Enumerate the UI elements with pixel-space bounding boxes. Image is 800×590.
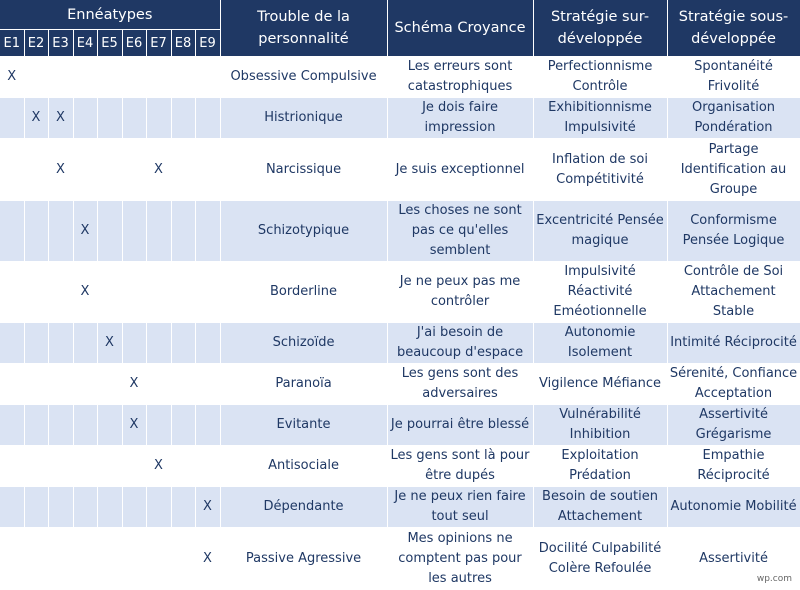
table-row (0, 139, 800, 201)
enneatype-4-header: E4 (73, 30, 97, 57)
enneatype-mark-cell (73, 323, 97, 364)
enneatype-mark-cell (24, 364, 48, 405)
enneatype-6-header: E6 (122, 30, 146, 57)
enneatype-5-header: E5 (97, 30, 122, 57)
enneatype-mark-cell (73, 139, 97, 201)
schema-cell: Mes opinions ne comptent pas pour les autres (387, 528, 533, 590)
enneatype-mark-cell (171, 446, 195, 487)
enneatype-mark-cell (97, 364, 122, 405)
enneatype-mark-cell (0, 262, 24, 323)
enneatype-mark-cell (0, 528, 24, 590)
enneatype-mark-cell (195, 139, 220, 201)
enneatype-3-header: E3 (48, 30, 73, 57)
table-row (0, 57, 800, 98)
enneatype-mark-cell (24, 139, 48, 201)
sur-strategy-cell: Vulnérabilité Inhibition (533, 405, 667, 446)
sur-strategy-cell: Docilité Culpabilité Colère Refoulée (533, 528, 667, 590)
trouble-cell: Schizoïde (220, 323, 387, 364)
sous-strategy-cell: Spontanéité Frivolité (667, 57, 800, 98)
enneatype-mark-cell (73, 446, 97, 487)
schema-cell: Je pourrai être blessé (387, 405, 533, 446)
sur-strategy-cell: Besoin de soutien Attachement (533, 487, 667, 528)
trouble-cell: Obsessive Compulsive (220, 57, 387, 98)
enneatype-mark-cell (195, 405, 220, 446)
sur-strategy-cell: Inflation de soi Compétitivité (533, 139, 667, 201)
schema-cell: J'ai besoin de beaucoup d'espace (387, 323, 533, 364)
sur-strategy-cell: Perfectionnisme Contrôle (533, 57, 667, 98)
enneatype-mark-cell (146, 57, 171, 98)
enneatype-mark-cell (0, 201, 24, 262)
enneatype-mark-cell: X (0, 57, 24, 98)
enneatype-mark-cell (195, 98, 220, 139)
sous-strategy-cell: Conformisme Pensée Logique (667, 201, 800, 262)
enneatype-mark-cell (97, 528, 122, 590)
schema-cell: Les gens sont des adversaires (387, 364, 533, 405)
table-row (0, 446, 800, 487)
enneatype-mark-cell (48, 446, 73, 487)
enneatype-mark-cell: X (146, 446, 171, 487)
enneatype-mark-cell (171, 487, 195, 528)
enneatype-mark-cell (195, 364, 220, 405)
enneatype-7-header: E7 (146, 30, 171, 57)
enneatype-mark-cell (24, 528, 48, 590)
enneatype-mark-cell (73, 487, 97, 528)
enneatype-mark-cell (171, 57, 195, 98)
enneatype-mark-cell (171, 364, 195, 405)
schema-cell: Les choses ne sont pas ce qu'elles semblent (387, 201, 533, 262)
enneatype-mark-cell (48, 57, 73, 98)
enneatype-mark-cell: X (48, 98, 73, 139)
table-row (0, 405, 800, 446)
sous-strategy-cell: Assertivité (667, 528, 800, 590)
sous-header: Stratégie sous-développée (667, 0, 800, 57)
enneatype-mark-cell (171, 405, 195, 446)
schema-cell: Je ne peux pas me contrôler (387, 262, 533, 323)
enneatype-mark-cell (48, 262, 73, 323)
sous-strategy-cell: Assertivité Grégarisme (667, 405, 800, 446)
sur-header: Stratégie sur-développée (533, 0, 667, 57)
sous-strategy-cell: Intimité Réciprocité (667, 323, 800, 364)
enneatype-mark-cell (97, 262, 122, 323)
trouble-cell: Histrionique (220, 98, 387, 139)
enneatype-mark-cell: X (146, 139, 171, 201)
trouble-cell: Antisociale (220, 446, 387, 487)
enneatype-mark-cell (97, 446, 122, 487)
enneatype-mark-cell (97, 98, 122, 139)
enneatype-mark-cell (171, 201, 195, 262)
enneatype-mark-cell (171, 528, 195, 590)
enneatype-mark-cell (97, 405, 122, 446)
enneatype-mark-cell (0, 487, 24, 528)
enneatype-2-header: E2 (24, 30, 48, 57)
table-row (0, 323, 800, 364)
enneatype-mark-cell (48, 405, 73, 446)
sur-strategy-cell: Impulsivité Réactivité Eméotionnelle (533, 262, 667, 323)
enneatype-mark-cell (24, 446, 48, 487)
schema-cell: Je dois faire impression (387, 98, 533, 139)
enneatype-mark-cell (171, 323, 195, 364)
table-body (0, 57, 800, 590)
enneatype-mark-cell (195, 446, 220, 487)
enneatype-mark-cell (24, 262, 48, 323)
enneatype-mark-cell: X (73, 262, 97, 323)
enneatype-mark-cell (0, 139, 24, 201)
enneatype-mark-cell (122, 262, 146, 323)
enneatype-mark-cell (122, 57, 146, 98)
enneatype-mark-cell (122, 487, 146, 528)
enneatype-mark-cell (0, 405, 24, 446)
enneatype-mark-cell: X (122, 405, 146, 446)
trouble-cell: Evitante (220, 405, 387, 446)
enneatype-mark-cell (0, 364, 24, 405)
enneatype-mark-cell (48, 201, 73, 262)
enneatype-mark-cell (195, 323, 220, 364)
enneatype-mark-cell (97, 201, 122, 262)
sur-strategy-cell: Exploitation Prédation (533, 446, 667, 487)
enneatype-mark-cell: X (97, 323, 122, 364)
enneatype-mark-cell (195, 201, 220, 262)
sur-strategy-cell: Excentricité Pensée magique (533, 201, 667, 262)
enneatype-mark-cell: X (195, 487, 220, 528)
enneatype-mark-cell: X (24, 98, 48, 139)
sous-strategy-cell: Organisation Pondération (667, 98, 800, 139)
sous-strategy-cell: Partage Identification au Groupe (667, 139, 800, 201)
sous-strategy-cell: Autonomie Mobilité (667, 487, 800, 528)
enneatype-mark-cell (122, 446, 146, 487)
enneatype-mark-cell (97, 57, 122, 98)
enneatype-mark-cell (24, 57, 48, 98)
enneatype-mark-cell (146, 323, 171, 364)
sous-strategy-cell: Empathie Réciprocité (667, 446, 800, 487)
enneatype-mark-cell: X (73, 201, 97, 262)
enneatype-mark-cell (122, 528, 146, 590)
sur-strategy-cell: Vigilence Méfiance (533, 364, 667, 405)
enneatypes-header: Ennéatypes (0, 0, 220, 30)
enneatype-mark-cell (122, 323, 146, 364)
schema-cell: Je suis exceptionnel (387, 139, 533, 201)
trouble-header: Trouble de la personnalité (220, 0, 387, 57)
enneatype-mark-cell (146, 364, 171, 405)
trouble-cell: Passive Agressive (220, 528, 387, 590)
table-row (0, 487, 800, 528)
table-row (0, 98, 800, 139)
trouble-cell: Borderline (220, 262, 387, 323)
table-header (0, 0, 800, 57)
table-row (0, 528, 800, 590)
enneatype-mark-cell (146, 487, 171, 528)
enneatype-mark-cell (24, 323, 48, 364)
enneatype-mark-cell: X (195, 528, 220, 590)
enneatype-mark-cell (48, 364, 73, 405)
schema-cell: Les erreurs sont catastrophiques (387, 57, 533, 98)
watermark: wp.com (756, 574, 792, 584)
enneatype-mark-cell (97, 487, 122, 528)
enneatype-9-header: E9 (195, 30, 220, 57)
enneatype-mark-cell (73, 57, 97, 98)
enneatype-mark-cell (146, 262, 171, 323)
enneatype-mark-cell: X (122, 364, 146, 405)
enneatype-mark-cell (48, 487, 73, 528)
enneatype-mark-cell (122, 98, 146, 139)
sur-strategy-cell: Autonomie Isolement (533, 323, 667, 364)
enneatype-mark-cell (146, 98, 171, 139)
enneatype-mark-cell (73, 98, 97, 139)
sous-strategy-cell: Contrôle de Soi Attachement Stable (667, 262, 800, 323)
enneatype-mark-cell (24, 201, 48, 262)
enneatype-mark-cell (73, 528, 97, 590)
schema-cell: Je ne peux rien faire tout seul (387, 487, 533, 528)
enneatype-mark-cell (122, 201, 146, 262)
enneatype-mark-cell (146, 528, 171, 590)
enneatype-mark-cell (146, 405, 171, 446)
schema-cell: Les gens sont là pour être dupés (387, 446, 533, 487)
enneatype-mark-cell (48, 528, 73, 590)
trouble-cell: Schizotypique (220, 201, 387, 262)
sur-strategy-cell: Exhibitionnisme Impulsivité (533, 98, 667, 139)
enneatype-mark-cell (0, 98, 24, 139)
table-row (0, 364, 800, 405)
trouble-cell: Dépendante (220, 487, 387, 528)
enneatype-mark-cell (0, 323, 24, 364)
enneatype-mark-cell (171, 98, 195, 139)
enneatype-mark-cell (171, 139, 195, 201)
trouble-cell: Narcissique (220, 139, 387, 201)
enneatype-mark-cell (73, 364, 97, 405)
enneatype-1-header: E1 (0, 30, 24, 57)
enneatype-mark-cell (122, 139, 146, 201)
enneatype-mark-cell (24, 487, 48, 528)
enneatype-mark-cell (195, 57, 220, 98)
enneatype-mark-cell (48, 323, 73, 364)
sous-strategy-cell: Sérenité, Confiance Acceptation (667, 364, 800, 405)
enneatype-mark-cell (171, 262, 195, 323)
table-row (0, 201, 800, 262)
enneatype-mark-cell (24, 405, 48, 446)
enneatype-mark-cell (73, 405, 97, 446)
enneatype-mark-cell (195, 262, 220, 323)
enneatype-mark-cell (0, 446, 24, 487)
enneatype-8-header: E8 (171, 30, 195, 57)
table-row (0, 262, 800, 323)
enneatype-mark-cell (146, 201, 171, 262)
enneatype-mark-cell: X (48, 139, 73, 201)
enneatype-mark-cell (97, 139, 122, 201)
trouble-cell: Paranoïa (220, 364, 387, 405)
schema-header: Schéma Croyance (387, 0, 533, 57)
